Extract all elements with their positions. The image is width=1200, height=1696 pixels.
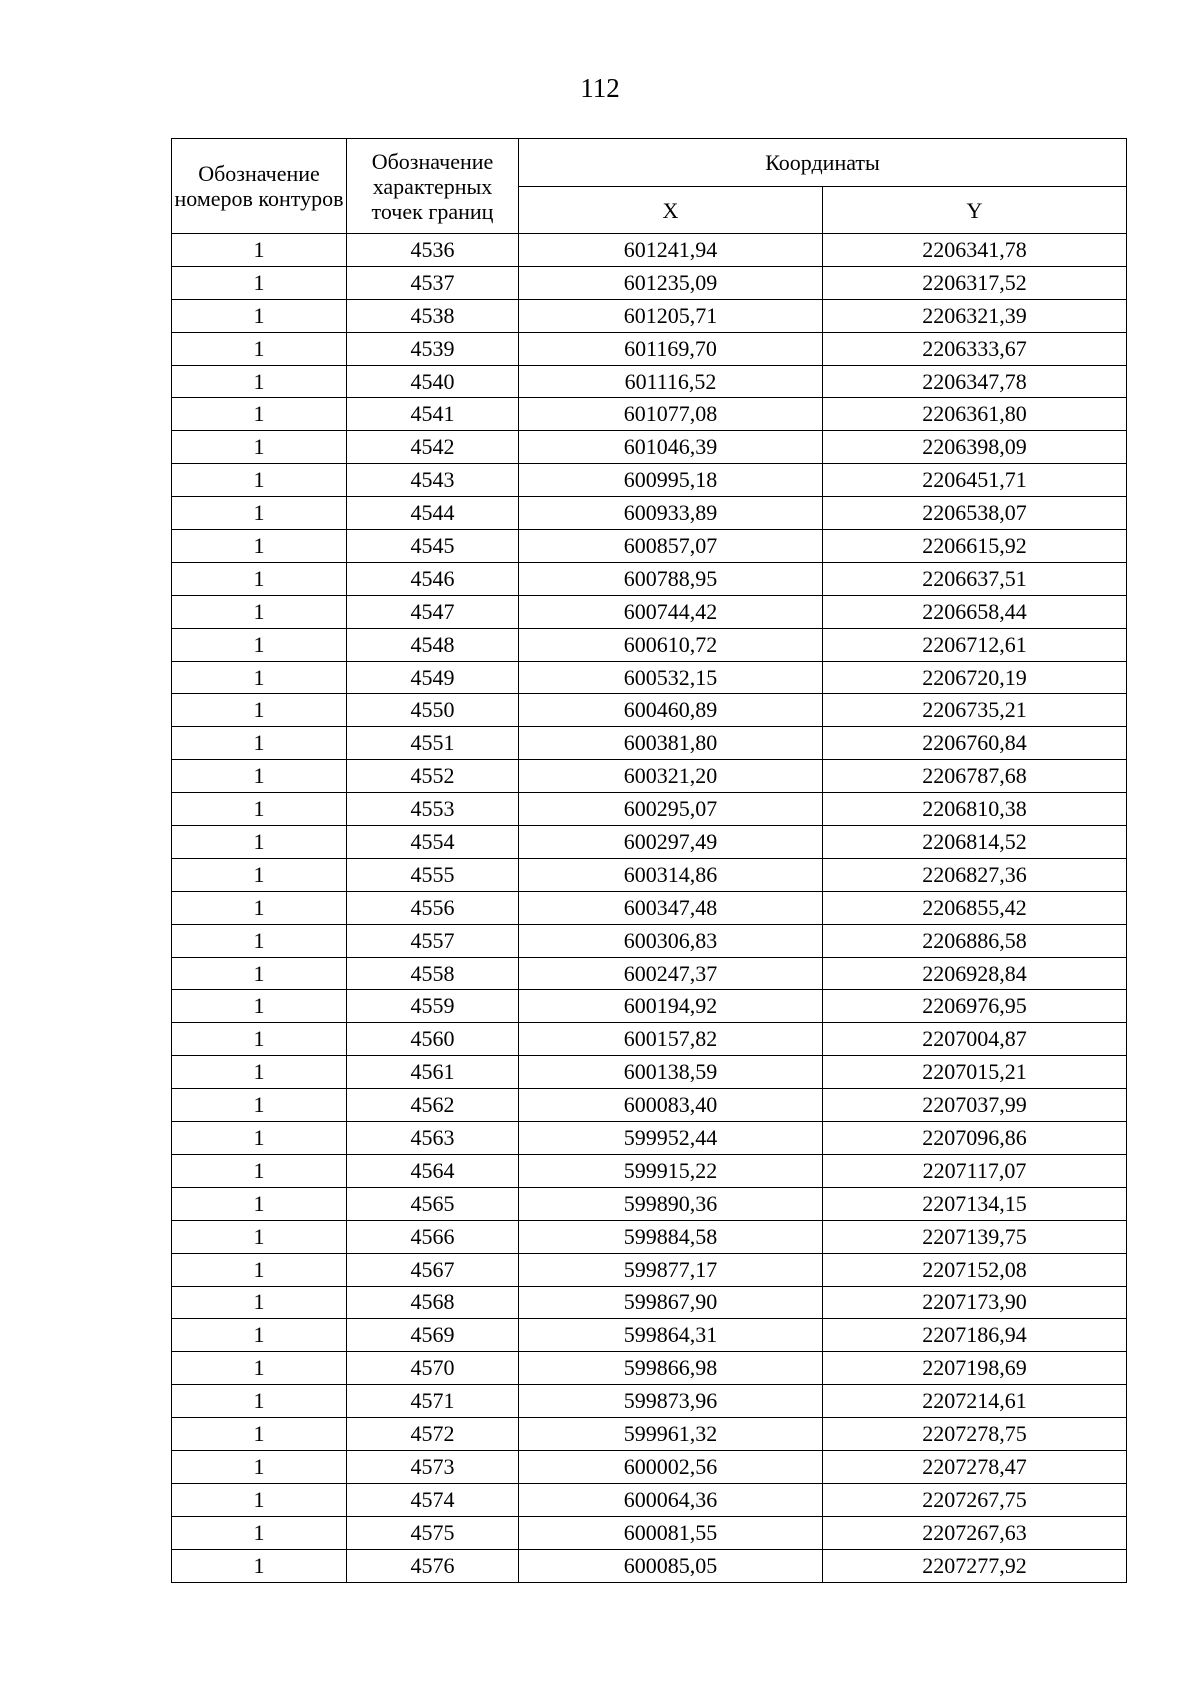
cell-contour: 1 [172,826,347,859]
table-row [172,924,1127,957]
cell-contour: 1 [172,530,347,563]
table-header [172,139,1127,234]
cell-x: 600460,89 [519,694,823,727]
cell-point: 4547 [347,595,519,628]
cell-x: 599890,36 [519,1187,823,1220]
table-row [172,234,1127,267]
cell-contour: 1 [172,1549,347,1582]
cell-x: 600138,59 [519,1056,823,1089]
table-row [172,497,1127,530]
cell-x: 599961,32 [519,1418,823,1451]
cell-y: 2206321,39 [823,299,1127,332]
cell-y: 2206451,71 [823,464,1127,497]
cell-x: 599877,17 [519,1253,823,1286]
cell-y: 2206976,95 [823,990,1127,1023]
cell-contour: 1 [172,497,347,530]
cell-y: 2206398,09 [823,431,1127,464]
header-x: X [519,187,823,234]
cell-contour: 1 [172,891,347,924]
cell-point: 4567 [347,1253,519,1286]
cell-y: 2207134,15 [823,1187,1127,1220]
cell-point: 4560 [347,1023,519,1056]
cell-contour: 1 [172,266,347,299]
header-y: Y [823,187,1127,234]
table-row [172,694,1127,727]
cell-y: 2206658,44 [823,595,1127,628]
cell-contour: 1 [172,858,347,891]
cell-contour: 1 [172,299,347,332]
cell-contour: 1 [172,1089,347,1122]
table-row [172,826,1127,859]
cell-x: 600081,55 [519,1516,823,1549]
cell-point: 4565 [347,1187,519,1220]
cell-x: 600002,56 [519,1450,823,1483]
cell-x: 600995,18 [519,464,823,497]
cell-contour: 1 [172,1253,347,1286]
cell-y: 2207278,75 [823,1418,1127,1451]
header-coordinates: Координаты [519,139,1127,187]
cell-y: 2207278,47 [823,1450,1127,1483]
cell-point: 4557 [347,924,519,957]
cell-y: 2206814,52 [823,826,1127,859]
cell-point: 4554 [347,826,519,859]
cell-x: 600314,86 [519,858,823,891]
cell-point: 4568 [347,1286,519,1319]
cell-x: 601077,08 [519,398,823,431]
cell-point: 4561 [347,1056,519,1089]
table-row [172,1418,1127,1451]
cell-contour: 1 [172,1516,347,1549]
cell-point: 4556 [347,891,519,924]
table-row [172,464,1127,497]
cell-y: 2207267,75 [823,1483,1127,1516]
cell-y: 2206333,67 [823,332,1127,365]
cell-point: 4569 [347,1319,519,1352]
cell-y: 2206810,38 [823,793,1127,826]
cell-contour: 1 [172,464,347,497]
cell-x: 600194,92 [519,990,823,1023]
cell-contour: 1 [172,661,347,694]
cell-point: 4548 [347,628,519,661]
cell-point: 4540 [347,365,519,398]
cell-contour: 1 [172,628,347,661]
cell-y: 2206787,68 [823,760,1127,793]
cell-contour: 1 [172,957,347,990]
cell-x: 601235,09 [519,266,823,299]
cell-contour: 1 [172,562,347,595]
cell-contour: 1 [172,1319,347,1352]
table-row [172,1056,1127,1089]
cell-x: 600933,89 [519,497,823,530]
cell-point: 4542 [347,431,519,464]
cell-point: 4576 [347,1549,519,1582]
cell-contour: 1 [172,1154,347,1187]
table-row [172,530,1127,563]
table-row [172,332,1127,365]
cell-y: 2207139,75 [823,1220,1127,1253]
table-row [172,1253,1127,1286]
cell-point: 4551 [347,727,519,760]
table-row [172,760,1127,793]
cell-point: 4566 [347,1220,519,1253]
cell-y: 2206735,21 [823,694,1127,727]
cell-point: 4575 [347,1516,519,1549]
cell-y: 2207096,86 [823,1122,1127,1155]
table-row [172,1483,1127,1516]
cell-x: 600083,40 [519,1089,823,1122]
cell-y: 2206538,07 [823,497,1127,530]
table-row [172,990,1127,1023]
cell-x: 600295,07 [519,793,823,826]
cell-point: 4546 [347,562,519,595]
cell-contour: 1 [172,1286,347,1319]
cell-point: 4536 [347,234,519,267]
cell-contour: 1 [172,1352,347,1385]
cell-y: 2207214,61 [823,1385,1127,1418]
cell-point: 4563 [347,1122,519,1155]
cell-y: 2207186,94 [823,1319,1127,1352]
cell-point: 4555 [347,858,519,891]
cell-point: 4538 [347,299,519,332]
cell-x: 599866,98 [519,1352,823,1385]
cell-x: 600321,20 [519,760,823,793]
cell-y: 2206827,36 [823,858,1127,891]
cell-contour: 1 [172,1220,347,1253]
cell-point: 4541 [347,398,519,431]
cell-contour: 1 [172,1187,347,1220]
cell-contour: 1 [172,1418,347,1451]
cell-point: 4550 [347,694,519,727]
cell-y: 2206712,61 [823,628,1127,661]
cell-x: 600788,95 [519,562,823,595]
table-row [172,1089,1127,1122]
cell-x: 600064,36 [519,1483,823,1516]
cell-point: 4544 [347,497,519,530]
cell-x: 600381,80 [519,727,823,760]
cell-contour: 1 [172,1385,347,1418]
cell-contour: 1 [172,694,347,727]
cell-x: 600297,49 [519,826,823,859]
cell-y: 2206928,84 [823,957,1127,990]
cell-y: 2207267,63 [823,1516,1127,1549]
cell-contour: 1 [172,760,347,793]
cell-point: 4571 [347,1385,519,1418]
cell-y: 2207152,08 [823,1253,1127,1286]
cell-y: 2206760,84 [823,727,1127,760]
cell-x: 600157,82 [519,1023,823,1056]
table-row [172,1220,1127,1253]
cell-x: 599867,90 [519,1286,823,1319]
cell-y: 2207173,90 [823,1286,1127,1319]
table-row [172,858,1127,891]
cell-x: 601205,71 [519,299,823,332]
cell-x: 601046,39 [519,431,823,464]
cell-y: 2206720,19 [823,661,1127,694]
cell-x: 599864,31 [519,1319,823,1352]
table-row [172,1516,1127,1549]
cell-y: 2207004,87 [823,1023,1127,1056]
cell-point: 4574 [347,1483,519,1516]
table-row [172,891,1127,924]
cell-y: 2207117,07 [823,1154,1127,1187]
cell-contour: 1 [172,595,347,628]
cell-point: 4552 [347,760,519,793]
cell-point: 4572 [347,1418,519,1451]
cell-y: 2207037,99 [823,1089,1127,1122]
table-row [172,1549,1127,1582]
cell-contour: 1 [172,365,347,398]
cell-x: 601169,70 [519,332,823,365]
cell-x: 599873,96 [519,1385,823,1418]
cell-contour: 1 [172,990,347,1023]
cell-contour: 1 [172,924,347,957]
cell-x: 599915,22 [519,1154,823,1187]
cell-point: 4539 [347,332,519,365]
cell-y: 2206347,78 [823,365,1127,398]
table-row [172,1352,1127,1385]
cell-contour: 1 [172,1023,347,1056]
cell-y: 2207015,21 [823,1056,1127,1089]
table-row [172,431,1127,464]
table-row [172,1385,1127,1418]
cell-contour: 1 [172,1056,347,1089]
table-row [172,1023,1127,1056]
cell-x: 601116,52 [519,365,823,398]
table-row [172,1286,1127,1319]
cell-point: 4537 [347,266,519,299]
cell-contour: 1 [172,727,347,760]
cell-x: 600857,07 [519,530,823,563]
cell-x: 600306,83 [519,924,823,957]
cell-x: 600347,48 [519,891,823,924]
table-row [172,661,1127,694]
cell-point: 4549 [347,661,519,694]
cell-contour: 1 [172,234,347,267]
table-row [172,595,1127,628]
cell-x: 600247,37 [519,957,823,990]
cell-point: 4545 [347,530,519,563]
table-row [172,1187,1127,1220]
cell-x: 600085,05 [519,1549,823,1582]
cell-x: 599952,44 [519,1122,823,1155]
table-row [172,1450,1127,1483]
cell-x: 599884,58 [519,1220,823,1253]
header-contour-number: Обозначение номеров контуров [172,139,347,234]
table-row [172,398,1127,431]
table-row [172,628,1127,661]
header-point-number: Обозначение характерных точек границ [347,139,519,234]
cell-x: 600744,42 [519,595,823,628]
cell-y: 2206615,92 [823,530,1127,563]
cell-contour: 1 [172,1483,347,1516]
cell-point: 4553 [347,793,519,826]
cell-y: 2206361,80 [823,398,1127,431]
cell-point: 4559 [347,990,519,1023]
table-row [172,1154,1127,1187]
cell-y: 2206637,51 [823,562,1127,595]
cell-point: 4558 [347,957,519,990]
cell-y: 2207198,69 [823,1352,1127,1385]
cell-y: 2206886,58 [823,924,1127,957]
cell-point: 4562 [347,1089,519,1122]
cell-point: 4564 [347,1154,519,1187]
table-row [172,727,1127,760]
cell-contour: 1 [172,431,347,464]
table-row [172,365,1127,398]
cell-x: 600610,72 [519,628,823,661]
cell-contour: 1 [172,1450,347,1483]
cell-contour: 1 [172,332,347,365]
cell-x: 600532,15 [519,661,823,694]
cell-x: 601241,94 [519,234,823,267]
cell-contour: 1 [172,398,347,431]
cell-point: 4573 [347,1450,519,1483]
coordinates-table [171,138,1127,1583]
cell-contour: 1 [172,793,347,826]
cell-y: 2206341,78 [823,234,1127,267]
cell-y: 2206317,52 [823,266,1127,299]
cell-contour: 1 [172,1122,347,1155]
page-number: 112 [580,73,620,103]
table-row [172,1122,1127,1155]
table-row [172,1319,1127,1352]
table-row [172,266,1127,299]
table-body [172,234,1127,1583]
cell-y: 2207277,92 [823,1549,1127,1582]
cell-point: 4543 [347,464,519,497]
table-row [172,793,1127,826]
table-row [172,562,1127,595]
cell-point: 4570 [347,1352,519,1385]
table-row [172,299,1127,332]
cell-y: 2206855,42 [823,891,1127,924]
table-row [172,957,1127,990]
